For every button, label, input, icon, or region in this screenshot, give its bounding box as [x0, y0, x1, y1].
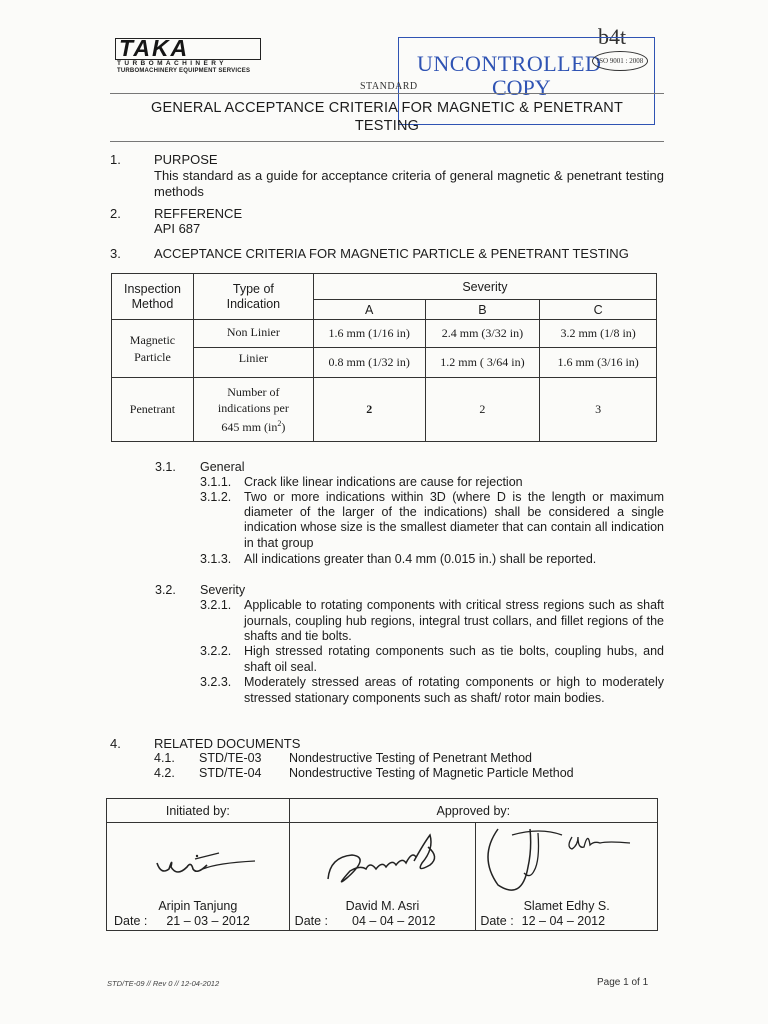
header-rule-top — [110, 93, 664, 94]
subsection-number: 3.1. — [155, 460, 176, 474]
date-label: Date : — [294, 913, 329, 928]
signature-cell-approver-2 — [476, 823, 658, 899]
item-number: 3.2.3. — [200, 675, 232, 689]
header-rule-bottom — [110, 141, 664, 142]
stamp-text-line1: UNCONTROLLED — [417, 51, 602, 76]
date-label: Date : — [480, 913, 514, 928]
signature-cell-initiator — [107, 823, 290, 899]
reference-heading: REFFERENCE — [154, 206, 243, 221]
approved-by-label: Approved by: — [289, 799, 657, 823]
related-item-number: 4.1. — [154, 751, 175, 765]
type-line — [194, 416, 313, 435]
section-number: 2. — [110, 206, 121, 221]
signature-cell-approver-1 — [289, 823, 476, 899]
severity-heading: Severity — [200, 583, 246, 597]
cell-value: 2 — [313, 378, 425, 442]
type-line: Number of — [227, 385, 280, 399]
item-number: 3.2.2. — [200, 644, 232, 658]
acceptance-criteria-heading: ACCEPTANCE CRITERIA FOR MAGNETIC PARTICLE & PENETRANT TESTING — [154, 246, 629, 261]
type-line-text: ) — [281, 420, 286, 434]
approver-2-date: 12 – 04 – 2012 — [521, 913, 606, 928]
company-logo — [115, 35, 263, 74]
type-line: indications per — [217, 401, 289, 415]
subsection-number: 3.2. — [155, 583, 176, 597]
document-code-footer: STD/TE-09 // Rev 0 // 12-04-2012 — [107, 979, 220, 988]
table-row — [112, 378, 657, 442]
item-number: 3.2.1. — [200, 598, 232, 612]
item-number: 3.1.1. — [200, 475, 232, 489]
method-magnetic-particle: Magnetic Particle — [112, 320, 194, 378]
signature-approver-1-icon — [290, 823, 477, 899]
acceptance-criteria-table — [111, 273, 657, 442]
header-severity-c: C — [540, 300, 657, 320]
approver-2-date-row — [476, 914, 657, 929]
section-number: 3. — [110, 246, 121, 261]
method-penetrant: Penetrant — [112, 378, 194, 442]
superscript: 2 — [277, 419, 282, 428]
related-item-title: Nondestructive Testing of Magnetic Particle Method — [289, 766, 574, 780]
header-severity-b: B — [425, 300, 540, 320]
document-title-line2: TESTING — [354, 118, 420, 134]
approver-1-date: 04 – 04 – 2012 — [352, 913, 436, 928]
related-documents-heading: RELATED DOCUMENTS — [154, 736, 301, 751]
stamp-text-line2: COPY — [492, 75, 551, 100]
cell-value: 2 — [425, 378, 540, 442]
approver-2-info-cell — [476, 899, 658, 931]
iso-certification-mark: ISO 9001 : 2008 — [592, 51, 648, 71]
table-row — [112, 320, 657, 348]
severity-item-text: Applicable to rotating components with critical stress regions such as shaft journals, coupling hub regions, integral trust collars, and fillet regions of the shafts and tie bolts. — [244, 598, 664, 643]
related-item-code: STD/TE-03 — [199, 751, 262, 765]
document-title-line1: GENERAL ACCEPTANCE CRITERIA FOR MAGNETIC & PENETRANT — [150, 100, 624, 116]
cell-value: 2.4 mm (3/32 in) — [425, 320, 540, 348]
general-item-text: Two or more indications within 3D (where D is the length or maximum diameter of the larger of the indications) shall be considered a single indication whose size is the smallest diameter that can contain all indication in that group — [244, 490, 664, 550]
signature-approver-2-icon — [476, 823, 658, 899]
header-type-of-indication: Type of Indication — [193, 274, 313, 320]
signature-initiator-icon — [107, 823, 290, 899]
type-line-text: 645 mm (in — [221, 420, 278, 434]
logo-tagline: TURBOMACHINERY EQUIPMENT SERVICES — [117, 68, 251, 74]
cell-value: 3.2 mm (1/8 in) — [540, 320, 657, 348]
cell-value: 1.6 mm (3/16 in) — [540, 348, 657, 378]
logo-subtitle: TURBOMACHINERY — [117, 60, 227, 67]
severity-item-text: High stressed rotating components such as tie bolts, coupling hubs, and shaft oil seal. — [244, 644, 664, 674]
general-item-text: Crack like linear indications are cause for rejection — [244, 475, 523, 489]
type-number-of-indications — [193, 378, 313, 442]
approver-1-name: David M. Asri — [345, 898, 420, 913]
header-severity: Severity — [313, 274, 656, 300]
cell-value: 3 — [540, 378, 657, 442]
cell-value: 1.6 mm (1/16 in) — [313, 320, 425, 348]
cell-value: 1.2 mm ( 3/64 in) — [425, 348, 540, 378]
reference-text: API 687 — [154, 221, 201, 236]
initiator-info-cell — [107, 899, 290, 931]
approver-1-info-cell — [289, 899, 476, 931]
header-severity-a: A — [313, 300, 425, 320]
purpose-text: This standard as a guide for acceptance criteria of general magnetic & penetrant testing methods — [154, 168, 664, 199]
logo-wordmark: TAKA — [119, 35, 190, 61]
approver-1-date-row — [290, 914, 476, 929]
severity-item-text: Moderately stressed areas of rotating components or high to moderately stressed stationary components such as shaft/ rotor main bodies. — [244, 675, 664, 705]
section-number: 1. — [110, 152, 121, 167]
date-label: Date : — [114, 913, 148, 928]
related-item-code: STD/TE-04 — [199, 766, 262, 780]
general-heading: General — [200, 460, 245, 474]
section-number: 4. — [110, 736, 121, 751]
related-item-number: 4.2. — [154, 766, 175, 780]
initiator-date-row — [107, 914, 289, 929]
header-inspection-method: Inspection Method — [112, 274, 194, 320]
cell-value: 0.8 mm (1/32 in) — [313, 348, 425, 378]
standard-label: STANDARD — [360, 81, 418, 92]
purpose-heading: PURPOSE — [154, 152, 218, 167]
initiator-name: Aripin Tanjung — [158, 898, 238, 913]
initiator-date: 21 – 03 – 2012 — [166, 913, 250, 928]
handwritten-reference: b4t — [598, 24, 627, 49]
approver-2-name: Slamet Edhy S. — [523, 898, 610, 913]
approval-signature-table — [106, 798, 658, 931]
item-number: 3.1.3. — [200, 552, 232, 566]
type-non-linier: Non Linier — [193, 320, 313, 348]
item-number: 3.1.2. — [200, 490, 232, 504]
general-item-text: All indications greater than 0.4 mm (0.015 in.) shall be reported. — [244, 552, 597, 566]
table-row — [112, 348, 657, 378]
type-linier: Linier — [193, 348, 313, 378]
initiated-by-label: Initiated by: — [107, 799, 290, 823]
related-item-title: Nondestructive Testing of Penetrant Method — [289, 751, 532, 765]
page-number: Page 1 of 1 — [597, 977, 649, 988]
